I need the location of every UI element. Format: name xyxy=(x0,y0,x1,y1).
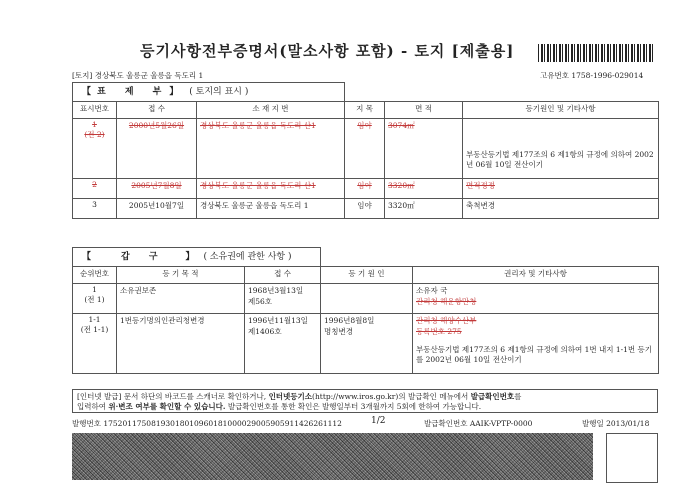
confirm-number: 발급확인번호 AAIK-VPTP-0000 xyxy=(424,419,533,428)
col-header: 등 기 원 인 xyxy=(321,267,413,284)
col-header: 권리자 및 기타사항 xyxy=(413,267,659,284)
document-title: 등기사항전부증명서(말소사항 포함) - 토지 [제출용] xyxy=(140,42,515,60)
notice-box: [인터넷 발급] 문서 하단의 바코드를 스캐너로 확인하거나, 인터넷등기소(http://www.iros.go.kr)의 발급확인 메뉴에서 발급확인번호를 입력하여 위·변조 여부를 확인할 수 있습니다. 발급확인번호를 통한 확인은 발행일부터 3개월까지 5회에 한하여 가능합니다. xyxy=(72,389,658,413)
property-line: [토지] 경상북도 울릉군 울릉읍 독도리 1 xyxy=(72,71,204,80)
col-header: 순위번호 xyxy=(73,267,117,284)
col-header: 지 목 xyxy=(345,102,385,119)
note-text: 부동산등기법 제177조의 6 제1항의 규정에 의하여 2002년 06월 10일 전산이기 xyxy=(466,150,654,169)
page-number: 1/2 xyxy=(371,416,386,426)
col-header: 접 수 xyxy=(245,267,321,284)
barcode-image xyxy=(538,44,653,62)
qr-code-box xyxy=(606,433,658,483)
table-row: 1 (전 1) 소유권보존 1968년3월13일 제56호 소유자 국 관리청 해운항만청 xyxy=(73,284,659,314)
col-header: 소 재 지 번 xyxy=(197,102,345,119)
issue-date: 발행일 2013/01/18 xyxy=(582,419,650,428)
table-row: 2 2005년7월8일 경상북도 울릉군 울릉읍 독도리 산1 임야 3320㎡ 면적정정 xyxy=(73,179,659,199)
table-row: 3 2005년10월7일 경상북도 울릉군 울릉읍 독도리 1 임야 3320㎡ 축척변경 xyxy=(73,199,659,219)
issue-serial: 발행번호 17520117508193018010960181000029005905911426261112 xyxy=(72,419,342,428)
col-header: 표시번호 xyxy=(73,102,117,119)
gapgu-table xyxy=(72,247,659,374)
gapgu-header-row xyxy=(73,267,659,284)
security-pattern xyxy=(72,433,593,480)
pyojebu-header-row xyxy=(73,102,659,119)
table-row: 1 (전 2) 2000년5월26일 경상북도 울릉군 울릉읍 독도리 산1 임야 3074㎡ 부동산등기법 제177조의 6 제1항의 규정에 의하여 2002년 06월 10일 전산이기 xyxy=(73,119,659,179)
note-text: 부동산등기법 제177조의 6 제1항의 규정에 의하여 1번 내지 1-1번 등기를 2002년 06월 10일 전산이기 xyxy=(416,345,653,364)
col-header: 접 수 xyxy=(117,102,197,119)
col-header: 등 기 목 적 xyxy=(117,267,245,284)
col-header: 등기원인 및 기타사항 xyxy=(463,102,659,119)
col-header: 면 적 xyxy=(385,102,463,119)
table-row: 1-1 (전 1-1) 1번등기명의인관리청변경 1996년11월13일 제1406호 1996년8월8일 명칭변경 관리청 해양수산부 등록번호 275 부동산등기법 제177조의 6 제1항의 규정에 의하여 1번 내지 1-1번 등기를 2002년 06월 10일 전산이기 xyxy=(73,314,659,374)
pyojebu-table xyxy=(72,82,659,219)
pyojebu-banner: 【 표 제 부】 ( 토지의 표시 ) xyxy=(73,83,345,102)
registration-number: 고유번호 1758-1996-029014 xyxy=(540,71,644,80)
gapgu-banner: 【 갑 구 】 ( 소유권에 관한 사항 ) xyxy=(73,248,321,267)
